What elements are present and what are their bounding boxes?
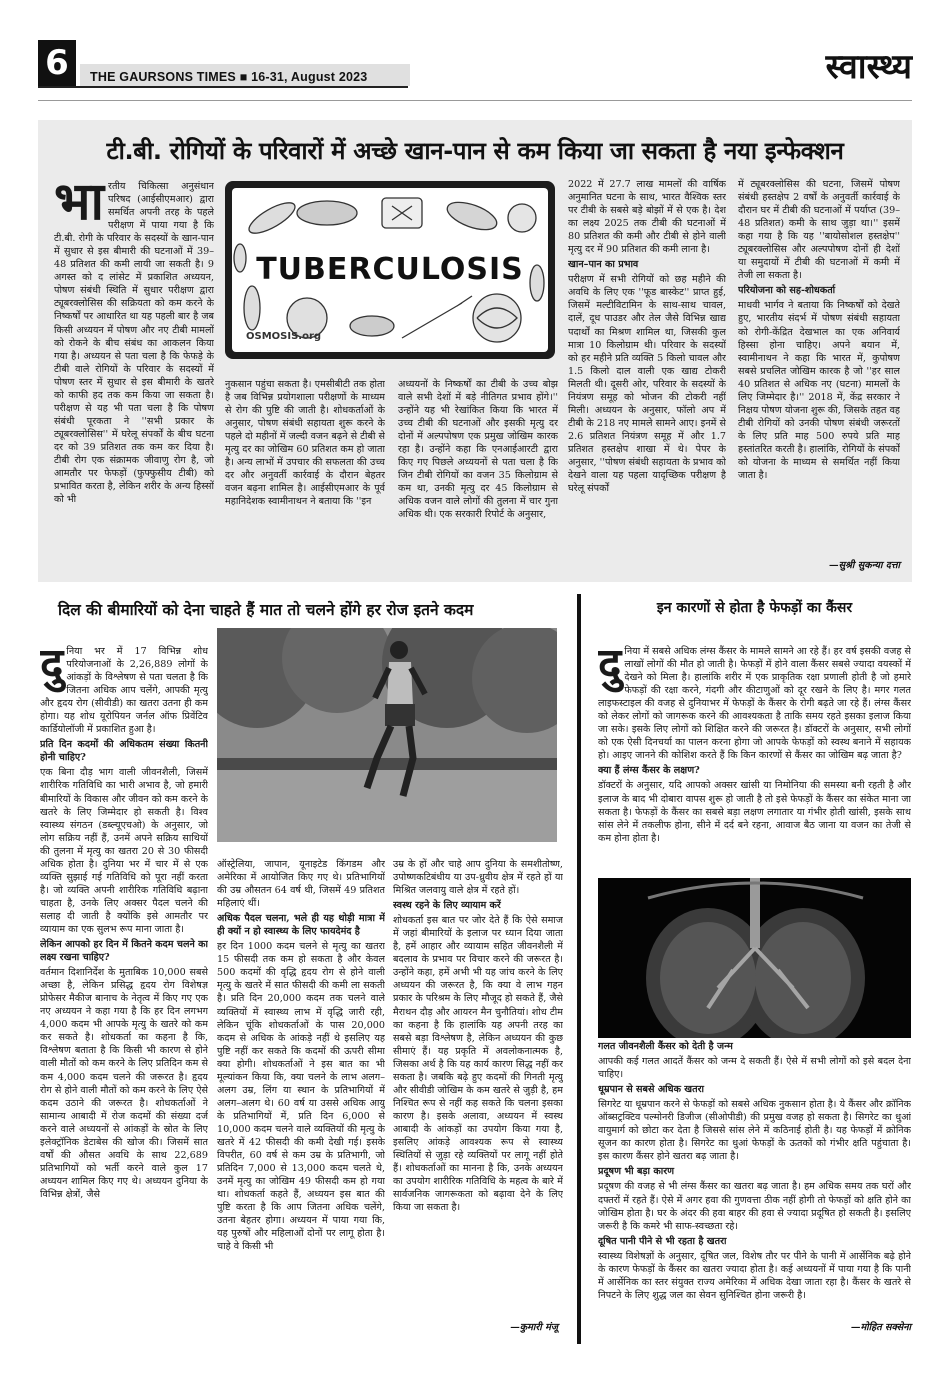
tb-col4-text: 2022 में 27.7 लाख मामलों की वार्षिक अनुमानित घटना के साथ, भारत वैश्विक स्तर पर टीबी के सबसे बड़े बोझों में से एक है। देश का लक्ष्य 2025 तक टीबी की घटनाओं में 80 प्रतिशत की कमी और टीबी से होने वाली मृत्यु दर में 90 प्रतिशत की कमी लाना है। xyxy=(568,179,726,256)
tb-dropcap: भा xyxy=(54,180,105,232)
heart-subhead-1: प्रति दिन कदमों की अधिकतम संख्या कितनी होनी चाहिए? xyxy=(40,739,208,764)
lung-col2-text: आपकी कई गलत आदतें कैंसर को जन्म दे सकती हैं। ऐसे में सभी लोगों को इसे बदल देना चाहिए। xyxy=(598,1056,911,1081)
tb-col2-text: नुकसान पहुंचा सकता है। एमसीबीटी तक होता है जब विभिन्न प्रयोगशाला परीक्षणों के माध्यम से रोग की पुष्टि की जाती है। शोधकर्ताओं के अनुसार, पोषण संबंधी सहायता शुरू करने के पहले दो महीनों में जल्दी वजन बढ़ने से टीबी से मृत्यु दर का जोखिम 60 प्रतिशत कम हो जाता है। अन्य लाभों में उपचार की सफलता की उच्च दर और अनुवर्ती कार्रवाई के दौरान बेहतर वजन बढ़ना शामिल है। आईसीएमआर के पूर्व महानिदेशक स्वामीनाथन ने बताया कि ''इन xyxy=(225,379,385,508)
lung-subhead-1: क्या हैं लंग्स कैंसर के लक्षण? xyxy=(598,765,700,777)
tb-col3-text: अध्ययनों के निष्कर्षों का टीबी के उच्च बोझ वाले सभी देशों में बड़े नीतिगत प्रभाव होंगे।'' उन्होंने यह भी रेखांकित किया कि भारत में उच्च टीबी की घटनाओं और इसकी मृत्यु दर दोनों में अल्पपोषण एक प्रमुख जोखिम कारक रहा है। उन्होंने कहा कि एनआईआरटी द्वारा किए गए पिछले अध्ययनों से पता चला है कि जिन टीबी रोगियों का वजन 35 किलोग्राम से कम था, उनकी मृत्यु दर 45 किलोग्राम से अधिक वजन वाले लोगों की तुलना में चार गुना अधिक थी। एक सरकारी रिपोर्ट के अनुसार, xyxy=(398,379,558,521)
osmosis-logo: OSMOSIS.org xyxy=(246,331,322,342)
lung-col1-text: निया में सबसे अधिक लंग्स कैंसर के मामले सामने आ रहे हैं। हर वर्ष इसकी वजह से लाखों लोगों की मौत हो जाती है। फेफड़ों में होने वाला कैंसर सबसे ज्यादा वयस्कों में देखने को मिला है। हालांकि शरीर में एक प्राकृतिक रक्षा प्रणाली होती है जो हमारे फेफड़ों की रक्षा करने, गंदगी और कीटाणुओं को दूर रखने के लिए है। मगर गलत लाइफस्टाइल की वजह से दुनियाभर में फेफड़ों के कैंसर के रोगी बढ़ते जा रहे हैं। लंग्स कैंसर को लेकर लोगों को जागरूक करने की आवश्यकता है ताकि समय रहते इसका इलाज किया जा सके। इसके लिए लोगों को शिक्षित करने की जरूरत है। डॉक्टरों के अनुसार, सभी लोगों को एक ऐसी दिनचर्या का पालन करना होगा जो आपके फेफड़ों को स्वस्थ बनाने में सहायक हो। आइए जानने की कोशिश करते हैं कि किन कारणों से कैंसर का जोखिम बढ़ जाता है? xyxy=(598,646,911,762)
masthead: THE GAURSONS TIMES ■ 16-31, August 2023 xyxy=(90,70,368,84)
heart-subhead-3: अधिक पैदल चलना, भले ही यह थोड़ी मात्रा में ही क्यों न हो स्वास्थ्य के लिए फायदेमंद है xyxy=(217,913,385,938)
section-title: स्वास्थ्य xyxy=(825,47,912,87)
heart-col3-text: उम्र के हों और चाहे आप दुनिया के समशीतोष्ण, उपोष्णकटिबंधीय या उप-ध्रुवीय क्षेत्र में रहते हों या मिश्रित जलवायु वाले क्षेत्र में रहते हों। xyxy=(393,859,563,897)
page-number: 6 xyxy=(38,40,76,86)
lung-col1b-text: डॉक्टरों के अनुसार, यदि आपको अक्सर खांसी या निमोनिया की समस्या बनी रहती है और इलाज के बाद भी दोबारा वापस शुरू हो जाती है तो इसे फेफड़ों के कैंसर का संकेत माना जा सकता है। फेफड़ों के कैंसर का सबसे बड़ा लक्षण लगातार या गंभीर होती खांसी, इसके साथ सांस लेने में तकलीफ होना, सीने में दर्द बने रहना, आवाज बैठ जाना या वजन का तेजी से कम होना होता है। xyxy=(598,780,911,844)
heart-col2 xyxy=(217,858,385,1328)
lung-text-bottom xyxy=(598,1040,911,1318)
lungs-illustration xyxy=(598,878,911,1038)
runner-illustration xyxy=(217,628,557,842)
tb-image-panel xyxy=(232,188,548,352)
tb-image-title: TUBERCULOSIS xyxy=(256,252,524,287)
tb-col1 xyxy=(54,180,214,572)
tuberculosis-image xyxy=(225,181,555,359)
tb-col2 xyxy=(225,378,385,572)
tb-col3 xyxy=(398,378,558,572)
lung-subhead-2: गलत जीवनशैली कैंसर को देती है जन्म xyxy=(598,1041,733,1052)
tb-col4b-text: परीक्षण में सभी रोगियों को छह महीने की अवधि के लिए एक ''फूड बास्केट'' प्राप्त हुई, जिसमें मल्टीविटामिन के साथ-साथ चावल, दालें, दूध पाउडर और तेल जैसे विभिन्न खाद्य पदार्थों का मिश्रण शामिल था, जिसकी कुल मात्रा 10 किलोग्राम थी। परिवार के सदस्यों को हर महीने प्रति व्यक्ति 5 किलो चावल और 1.5 किलो दाल वाली एक खाद्य टोकरी मिलती थी। दूसरी ओर, परिवार के सदस्यों के नियंत्रण समूह को भोजन की टोकरी नहीं मिली। अध्ययन के अनुसार, फॉलो अप में टीबी के 218 नए मामले सामने आए। इनमें से 2.6 प्रतिशत नियंत्रण समूह में और 1.7 प्रतिशत हस्तक्षेप शाखा में थे। पेपर के अनुसार, ''पोषण संबंधी सहायता के प्रभाव को देखने वाला यह पहला यादृच्छिक परीक्षण है घरेलू संपर्कों xyxy=(568,274,726,495)
heart-col3 xyxy=(393,858,563,1318)
tb-col5-subhead: परियोजना को सह-शोधकर्ता xyxy=(738,285,836,297)
heart-col1 xyxy=(40,645,208,1345)
lung-col2c-text: प्रदूषण की वजह से भी लंग्स कैंसर का खतरा बढ़ जाता है। हम अधिक समय तक घरों और दफ्तरों में रहते हैं। ऐसे में अगर हवा की गुणवत्ता ठीक नहीं होगी तो फेफड़ों को क्षति होने का जोखिम होता है। घर के अंदर की हवा बाहर की हवा से ज्यादा प्रदूषित हो सकती है। इसलिए जरूरी है कि कमरे भी साफ-स्वच्छता रहे। xyxy=(598,1181,911,1232)
heart-subhead-4: स्वस्थ रहने के लिए व्यायाम करें xyxy=(393,900,501,912)
heart-col1-text: निया भर में 17 विभिन्न शोध परियोजनाओं के 2,26,889 लोगों के आंकड़ों के विश्लेषण से पता चलता है कि जितना अधिक आप चलेंगे, आपकी मृत्यु और हृदय रोग (सीवीडी) का खतरा उतना ही कम होगा। यह शोध यूरोपियन जर्नल ऑफ प्रिवेंटिव कार्डियोलॉजी में प्रकाशित हुआ है। xyxy=(40,646,208,736)
tb-col1-text: रतीय चिकित्सा अनुसंधान परिषद (आईसीएमआर) द्वारा समर्थित अपनी तरह के पहले परीक्षण में पाया गया है कि टी.बी. रोगी के परिवार के सदस्यों के खान-पान में सुधार से इस बीमारी की घटनाओं में 39–48 प्रतिशत की कमी लायी जा सकती है। 9 अगस्त को द लांसेट में प्रकाशित अध्ययन, पोषण संबंधी स्थिति में सुधार परीक्षण द्वारा ट्यूबरक्लोसिस की सक्रियता को कम करने के निष्कर्षों पर आधारित था यह पहली बार है जब किसी अध्ययन में पोषण और नए टीबी मामलों को रोकने के बीच संबंध का आकलन किया गया है। अध्ययन से पता चला है कि फेफड़े के टीबी वाले रोगियों के परिवार के सदस्यों में पोषण स्तर में सुधार से इस बीमारी के खतरे को काफी हद तक कम किया जा सकता है। परीक्षण से यह भी पता चला है कि पोषण संबंधी पूरकता ने ''सभी प्रकार के ट्यूबरक्लोसिस'' में घरेलू संपर्कों के बीच घटना दर को 39 प्रतिशत तक कम कर दिया है। टीबी रोग एक संक्रामक जीवाणु रोग है, जो आमतौर पर फेफड़ों (फुफ्फुसीय टीबी) को प्रभावित करता है, लेकिन शरीर के अन्य हिस्सों को भी xyxy=(54,181,214,506)
tb-col5b-text: माधवी भार्गव ने बताया कि निष्कर्षों को देखते हुए, भारतीय संदर्भ में पोषण संबंधी सहायता को रोगी-केंद्रित देखभाल का एक अनिवार्य हिस्सा होना चाहिए। अपने बयान में, स्वामीनाथन ने कहा कि भारत में, कुपोषण सबसे प्रचलित जोखिम कारक है जो ''हर साल 40 प्रतिशत से अधिक नए (घटना) मामलों के लिए जिम्मेदार है।'' 2018 में, केंद्र सरकार ने निक्षय पोषण योजना शुरू की, जिसके तहत वह टीबी रोगियों को उनकी पोषण संबंधी जरूरतों के लिए प्रति माह 500 रुपये प्रति माह हस्तांतरित करती है। हालांकि, रोगियों के संपर्कों को योजना के माध्यम से समर्थित नहीं किया जाता है। xyxy=(738,300,900,482)
tb-headline: टी.बी. रोगियों के परिवारों में अच्छे खान-पान से कम किया जा सकता है नया इन्फेक्शन xyxy=(106,137,844,165)
lung-subhead-4: प्रदूषण भी बड़ा कारण xyxy=(598,1166,675,1178)
lung-col2b-text: सिगरेट या धूम्रपान करने से फेफड़ों को सबसे अधिक नुकसान होता है। ये कैंसर और क्रॉनिक ऑब्सट्रक्टिव पल्मोनरी डिजीज (सीओपीडी) की प्रमुख वजह हो सकता है। सिगरेट का धुआं वायुमार्ग को छोटा कर देता है जिससे सांस लेने में कठिनाई होती है। यह फेफड़ों में क्रोनिक सूजन का कारण होता है। सिगरेट का धुआं फेफड़ों के ऊतकों को गंभीर क्षति पहुंचाता है। इस कारण कैंसर होने खतरा बढ़ जाता है। xyxy=(598,1099,911,1163)
heart-dropcap: दु xyxy=(40,645,64,690)
tb-byline: —सुश्री सुकन्या दत्ता xyxy=(829,560,900,571)
lung-text-top xyxy=(598,645,911,873)
column-divider xyxy=(577,594,581,1344)
tb-col4-subhead: खान–पान का प्रभाव xyxy=(568,259,639,271)
lung-subhead-5: दूषित पानी पीने से भी रहता है खतरा xyxy=(598,1235,727,1247)
lung-headline: इन कारणों से होता है फेफड़ों का कैंसर xyxy=(656,600,853,616)
tb-col5-text: में ट्यूबरक्लोसिस की घटना, जिसमें पोषण संबंधी हस्तक्षेप 2 वर्षों के अनुवर्ती कार्रवाई के दौरान घर में टीबी की घटनाओं में पर्याप्त (39–48 प्रतिशत) कमी के साथ जुड़ा था।'' इसमें कहा गया है कि यह ''बायोसोशल हस्तक्षेप'' ट्यूबरक्लोसिस और अल्पपोषण दोनों ही देशों या समुदायों में टीबी की घटनाओं में कमी में तेजी ला सकता है। xyxy=(738,179,900,282)
heart-headline: दिल की बीमारियों को देना चाहते हैं मात तो चलने होंगे हर रोज इतने कदम xyxy=(58,601,474,619)
runner-photo xyxy=(217,628,557,842)
lung-col2d-text: स्वास्थ्य विशेषज्ञों के अनुसार, दूषित जल, विशेष तौर पर पीने के पानी में आर्सेनिक बढ़े होने के कारण फेफड़ों के कैंसर का खतरा ज्यादा होता है। कई अध्ययनों में पाया गया है कि पानी में आर्सेनिक का स्तर संयुक्त राज्य अमेरिका में अधिक देखा जाता रहा है। कैंसर के खतरे से निपटने के लिए शुद्ध जल का सेवन सुनिश्चित होना जरूरी है। xyxy=(598,1250,911,1301)
header-rule xyxy=(38,100,912,101)
heart-col1b-text: एक बिना दौड़ भाग वाली जीवनशैली, जिसमें शारीरिक गतिविधि का भारी अभाव है, जो हमारी बीमारियों के विकास और जीवन को कम करने के खतरे के लिए जिम्मेदार हो सकती है। विश्व स्वास्थ्य संगठन (डब्ल्यूएचओ) के अनुसार, जो लोग सक्रिय नहीं हैं, उनमें अपने सक्रिय साथियों की तुलना में मृत्यु का खतरा 20 से 30 फीसदी अधिक होता है। दुनिया भर में चार में से एक व्यक्ति सुझाई गई गतिविधि को पूरा नहीं करता है। जो व्यक्ति अपनी शारीरिक गतिविधि बढ़ाना चाहता है, उनके लिए अक्सर पैदल चलने की सलाह दी जाती है क्योंकि इसे आमतौर पर व्यायाम का एक सुलभ रूप माना जाता है। xyxy=(40,767,208,935)
heart-byline: —कुमारी मंजू xyxy=(510,1322,558,1333)
heart-subhead-2: लेकिन आपको हर दिन में कितने कदम चलने का लक्ष्य रखना चाहिए? xyxy=(40,939,208,964)
lung-byline: —मोहित सक्सेना xyxy=(850,1322,911,1333)
heart-col3b-text: शोधकर्ता इस बात पर जोर देते हैं कि ऐसे समाज में जहां बीमारियों के इलाज पर ध्यान दिया जाता है, हमें आहार और व्यायाम सहित जीवनशैली में बदलाव के प्रभाव पर विचार करने की जरूरत है। उन्होंने कहा, हमें अभी भी यह जांच करने के लिए अध्ययन की जरूरत है, कि क्या वे लाभ गहन प्रकार के परिश्रम के लिए मौजूद हो सकते हैं, जैसे मैराथन दौड़ और आयरन मैन चुनौतियां। शोध टीम का कहना है कि हालांकि यह अपनी तरह का सबसे बड़ा विश्लेषण है, लेकिन अध्ययन की कुछ सीमाएं हैं। यह प्रकृति में अवलोकनात्मक है, जिसका अर्थ है कि यह कार्य कारण सिद्ध नहीं कर सकता है। जबकि बढ़े हुए कदमों की गिनती मृत्यु और सीवीडी जोखिम के कम खतरे से जुड़ी है, हम निश्चित रूप से नहीं कह सकते कि चलना इसका कारण है। इसके अलावा, अध्ययन में स्वस्थ आबादी के आंकड़ों का उपयोग किया गया है, इसलिए आंकड़े आवश्यक रूप से स्वास्थ्य स्थितियों से जुड़ा रहे व्यक्तियों पर लागू नहीं होते हैं। शोधकर्ताओं का मानना है कि, उनके अध्ययन का उपयोग शारीरिक गतिविधि के महत्व के बारे में सार्वजनिक जागरूकता को बढ़ावा देने के लिए किया जा सकता है। xyxy=(393,915,563,1214)
heart-col2b-text: हर दिन 1000 कदम चलने से मृत्यु का खतरा 15 फीसदी तक कम हो सकता है और केवल 500 कदमों की वृद्धि हृदय रोग से होने वाली मृत्यु के खतरे में सात फीसदी की कमी ला सकती है। प्रति दिन 20,000 कदम तक चलने वाले व्यक्तियों में स्वास्थ्य लाभ में वृद्धि जारी रही, लेकिन चूंकि शोधकर्ताओं के पास 20,000 कदम से अधिक के आंकड़े नहीं थे इसलिए यह पुष्टि नहीं कर सकते कि कदमों की ऊपरी सीमा क्या होगी। शोधकर्ताओं ने इस बात का भी मूल्यांकन किया कि, क्या चलने के लाभ अलग–अलग उम्र, लिंग या स्थान के प्रतिभागियों में अलग–अलग थे। 60 वर्ष या उससे अधिक आयु के प्रतिभागियों में, प्रति दिन 6,000 से 10,000 कदम चलने वाले व्यक्तियों की मृत्यु के खतरे में 42 फीसदी की कमी देखी गई। इसके विपरीत, 60 वर्ष से कम उम्र के प्रतिभागी, जो प्रतिदिन 7,000 से 13,000 कदम चलते थे, उनमें मृत्यु का जोखिम 49 फीसदी कम हो गया था। शोधकर्ता कहते हैं, अध्ययन इस बात की पुष्टि करता है कि आप जितना अधिक चलेंगे, उतना बेहतर होगा। अध्ययन में पाया गया कि, यह पुरुषों और महिलाओं दोनों पर लागू होता है। चाहे वे किसी भी xyxy=(217,941,385,1253)
lung-subhead-3: धूम्रपान से सबसे अधिक खतरा xyxy=(598,1084,704,1096)
heart-col2-text: ऑस्ट्रेलिया, जापान, यूनाइटेड किंगडम और अमेरिका में आयोजित किए गए थे। प्रतिभागियों की उम्र औसतन 64 वर्ष थी, जिसमें 49 प्रतिशत महिलाएं थीं। xyxy=(217,859,385,910)
tb-col5 xyxy=(738,178,900,556)
lung-dropcap: दु xyxy=(598,645,622,690)
heart-col1c-text: वर्तमान दिशानिर्देश के मुताबिक 10,000 सबसे अच्छा है, लेकिन प्रसिद्ध हृदय रोग विशेषज्ञ प्रोफेसर मैकीज बानाच के नेतृत्व में किए गए एक नए अध्ययन ने कहा गया है कि हर दिन लगभग 4,000 कदम भी आपके मृत्यु के खतरे को कम कर सकते है। शोधकर्ता का कहना है कि, विश्लेषण बताता है कि किसी भी कारण से होने वाली मौतों को कम करने के लिए प्रतिदिन कम से कम 4,000 कदम चलने की जरूरत है। हृदय रोग से होने वाली मौतों को कम करने के लिए ऐसे कदम उठाने की जरूरत है। शोधकर्ताओं ने सामान्य आबादी में रोज कदमों की संख्या दर्ज करने वाले अध्ययनों से आंकड़ों के स्रोत के लिए इलेक्ट्रॉनिक डेटाबेस की खोज की। जिसमें सात वर्षों की औसत अवधि के साथ 22,689 प्रतिभागियों को भर्ती करने वाले कुल 17 अध्ययन शामिल किए गए थे। अध्ययन दुनिया के विभिन्न क्षेत्रों, जैसे xyxy=(40,967,208,1200)
tb-col4 xyxy=(568,178,726,572)
lungs-xray-image xyxy=(598,878,911,1038)
